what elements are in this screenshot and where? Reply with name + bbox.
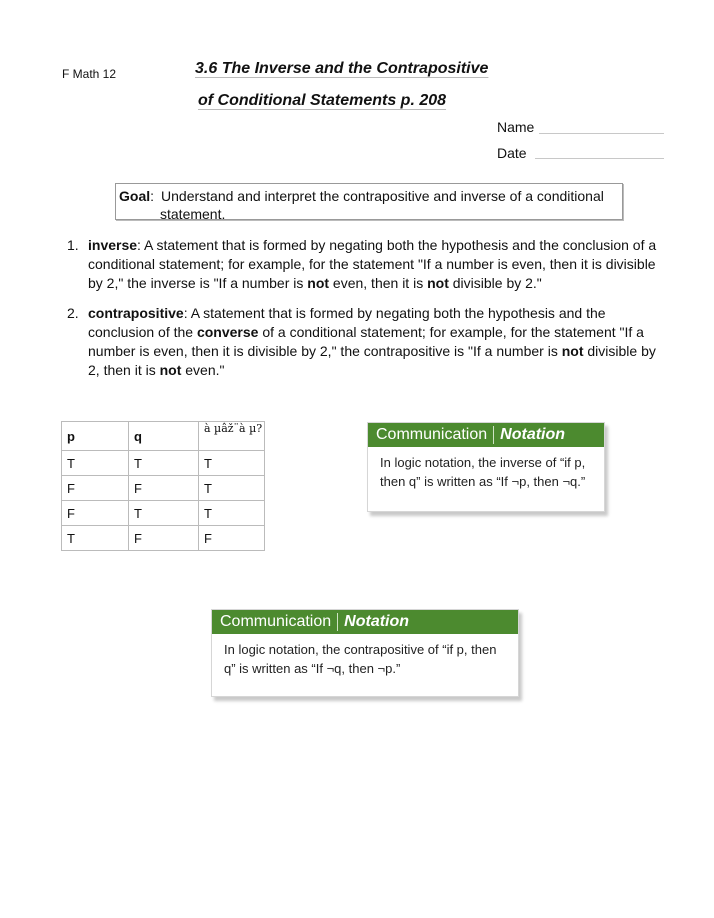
notation-heading-left: Communication [220,613,332,630]
page-title-line2: of Conditional Statements p. 208 [198,92,447,109]
header-cell-p: p [62,422,129,451]
emphasis-not: not [427,275,449,291]
table-cell: T [129,451,199,476]
emphasis-not: not [159,362,182,378]
table-cell: F [129,526,199,551]
goal-colon: : [150,188,155,204]
definition-term: contrapositive [88,305,184,321]
course-label: F Math 12 [62,67,117,81]
definition-inverse [67,236,667,293]
notation-box-inverse [367,422,605,512]
name-label: Name [497,119,535,135]
notation-text-line1: In logic notation, the contrapositive of “if p, then [224,642,497,657]
goal-text-line2: statement. [160,206,226,222]
notation-divider [337,613,338,631]
definition-text: divisible by 2, then it is [88,343,656,378]
table-row [62,476,265,501]
table-cell: T [129,501,199,526]
definition-number: 2. [67,305,79,321]
table-row [62,451,265,476]
table-cell: T [199,501,265,526]
page-title-line1: 3.6 The Inverse and the Contrapositive [195,60,489,77]
notation-heading-right: Notation [500,426,566,443]
table-row [62,501,265,526]
notation-box-contrapositive [211,609,519,697]
truth-table [61,421,265,551]
date-line [535,158,664,159]
date-label: Date [497,145,527,161]
emphasis-converse: converse [196,324,259,340]
table-cell: T [199,451,265,476]
emphasis-not: not [561,343,584,359]
table-cell: T [199,476,265,501]
emphasis-not: not [307,275,330,291]
table-cell: T [62,526,129,551]
definition-text: of a conditional statement; for example, for the statement "If a number is even, then it is divisible by 2," the contrapositive is "If a number is [88,324,644,359]
goal-box [115,183,623,220]
notation-text-line2: q” is written as “If ¬q, then ¬p.” [224,661,401,676]
definition-number: 1. [67,237,79,253]
table-cell: F [129,476,199,501]
header-cell-result: à µâž¨à µ? [199,422,265,451]
notation-divider [493,426,494,444]
table-cell: T [62,451,129,476]
definition-text: : A statement that is formed by negating both the hypothesis and the conclusion of a conditional statement; for example, for the statement "If a number is even, then it is divisible by 2," the inverse is "If a number is [88,237,657,291]
name-line [539,133,664,134]
table-row [62,526,265,551]
definition-contrapositive [67,304,667,380]
table-cell: F [62,476,129,501]
notation-bar [212,610,518,634]
table-cell: F [62,501,129,526]
notation-text-line2: then q” is written as “If ¬p, then ¬q.” [380,474,586,489]
goal-text-line1: Understand and interpret the contrapositive and inverse of a conditional [161,188,604,204]
definition-term: inverse [88,237,138,253]
notation-bar [368,423,604,447]
definition-text: even." [181,362,225,378]
notation-heading-left: Communication [376,426,488,443]
notation-heading-right: Notation [344,613,410,630]
table-cell: F [199,526,265,551]
table-header-row [62,422,265,451]
definition-text: even, then it is [329,275,428,291]
goal-label: Goal [119,188,151,204]
definition-text: divisible by 2." [448,275,542,291]
notation-text-line1: In logic notation, the inverse of “if p, [380,455,586,470]
definition-text: : A statement that is formed by negating both the hypothesis and the conclusion of the [88,305,606,340]
header-cell-q: q [129,422,199,451]
